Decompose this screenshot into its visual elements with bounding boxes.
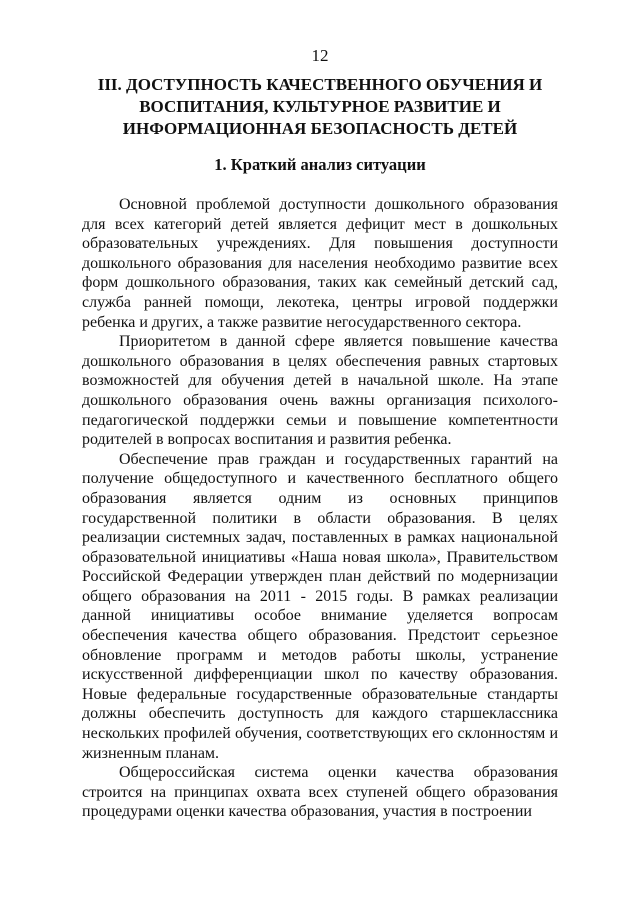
subsection-title: 1. Краткий анализ ситуации: [214, 155, 426, 174]
paragraph: Приоритетом в данной сфере является повышение качества дошкольного образования в целях обеспечения равных стартовых возможностей для обучения детей в начальной школе. На этапе дошкольного образования очень важны организация психолого-педагогической поддержки семьи и повышение компетентности родителей в вопросах воспитания и развития ребенка.: [82, 333, 558, 449]
paragraph: Основной проблемой доступности дошкольного образования для всех категорий детей является дефицит мест в дошкольных образовательных учреждениях. Для повышения доступности дошкольного образования для населения необходимо развитие всех форм дошкольного образования, таких как семейный детский сад, служба ранней помощи, лекотека, центры игровой поддержки ребенка и других, а также развитие негосударственного сектора.: [82, 196, 558, 331]
paragraph: Общероссийская система оценки качества образования строится на принципах охвата всех ступеней общего образования процедурами оценки качества образования, участия в построении: [82, 764, 558, 821]
body-text: [82, 195, 558, 822]
section-title: III. ДОСТУПНОСТЬ КАЧЕСТВЕННОГО ОБУЧЕНИЯ И ВОСПИТАНИЯ, КУЛЬТУРНОЕ РАЗВИТИЕ И ИНФОРМАЦИОННАЯ БЕЗОПАСНОСТЬ ДЕТЕЙ: [97, 75, 543, 138]
page-number: 12: [311, 46, 329, 65]
paragraph: Обеспечение прав граждан и государственных гарантий на получение общедоступного и качественного бесплатного общего образования является одним из основных принципов государственной политики в области образования. В целях реализации системных задач, поставленных в рамках национальной образовательной инициативы «Наша новая школа», Правительством Российской Федерации утвержден план действий по модернизации общего образования на 2011 - 2015 годы. В рамках реализации данной инициативы особое внимание уделяется вопросам обеспечения качества общего образования. Предстоит серьезное обновление программ и методов работы школы, устранение искусственной дифференциации школ по качеству образования. Новые федеральные государственные образовательные стандарты должны обеспечить доступность для каждого старшеклассника нескольких профилей обучения, соответствующих его склонностям и жизненным планам.: [82, 450, 558, 762]
